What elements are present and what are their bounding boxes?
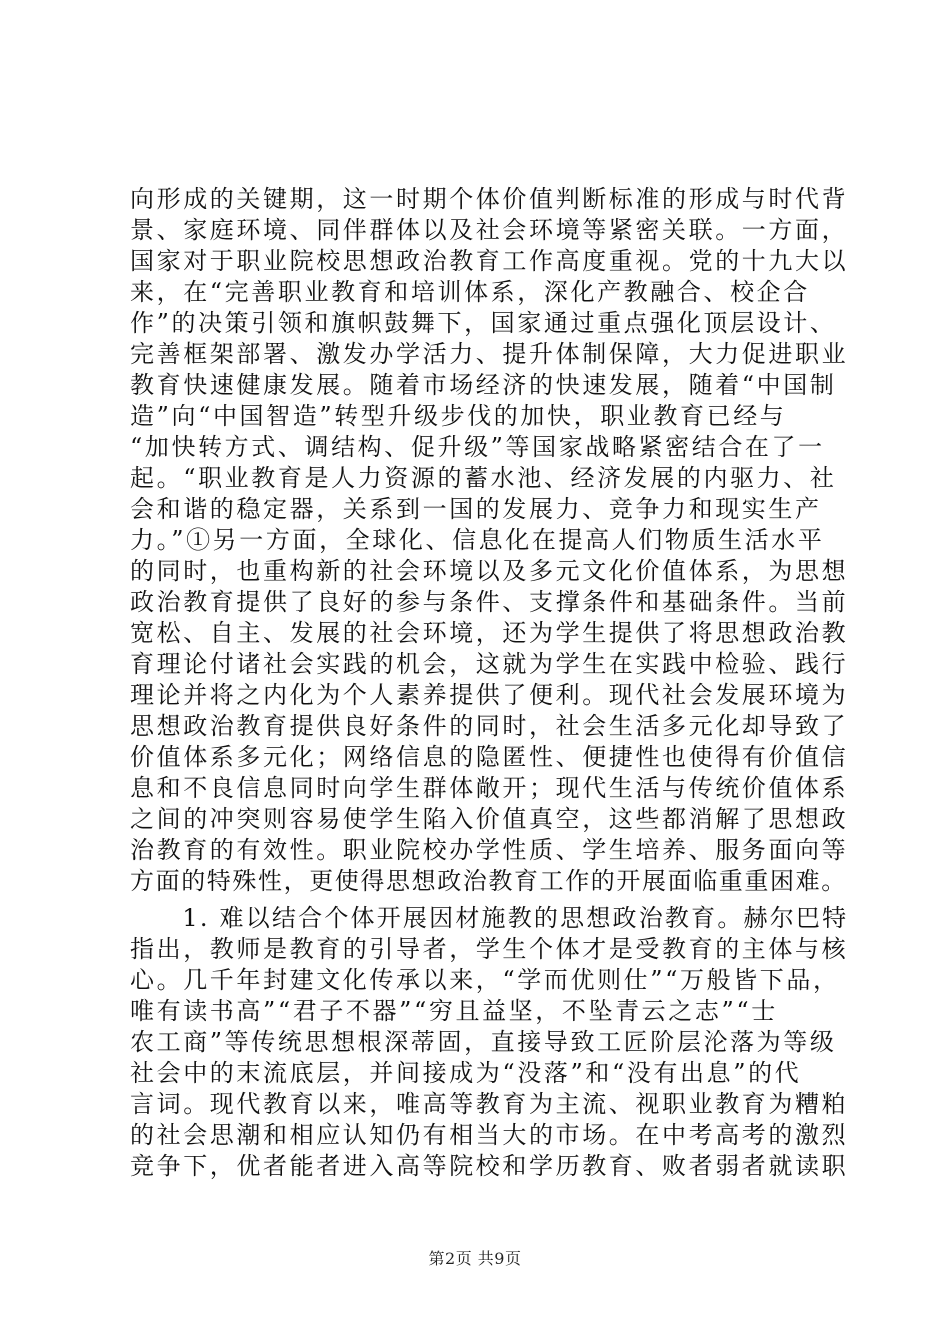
text-line: 完善框架部署、激发办学活力、提升体制保障，大力促进职业 bbox=[130, 340, 849, 368]
text-line: 方面的特殊性，更使得思想政治教育工作的开展面临重重困难。 bbox=[130, 867, 847, 895]
page-footer: 第2页 共9页 bbox=[428, 1249, 522, 1268]
text-line: 会和谐的稳定器，关系到一国的发展力、竞争力和现实生产 bbox=[130, 495, 822, 523]
text-line: 造”向“中国智造”转型升级步伐的加快，职业教育已经与 bbox=[130, 402, 787, 430]
text-line: 心。几千年封建文化传承以来，“学而优则仕”“万般皆下品， bbox=[130, 966, 840, 994]
text-line: 育理论付诸社会实践的机会，这就为学生在实践中检验、践行 bbox=[130, 650, 849, 678]
text-line: 言词。现代教育以来，唯高等教育为主流、视职业教育为糟粕 bbox=[130, 1090, 849, 1118]
text-line: 起。“职业教育是人力资源的蓄水池、经济发展的内驱力、社 bbox=[130, 464, 837, 492]
text-line: 的社会思潮和相应认知仍有相当大的市场。在中考高考的激烈 bbox=[130, 1121, 849, 1149]
text-line: 景、家庭环境、同伴群体以及社会环境等紧密关联。一方面， bbox=[130, 216, 849, 244]
text-line: 指出，教师是教育的引导者，学生个体才是受教育的主体与核 bbox=[130, 935, 849, 963]
text-line: 唯有读书高”“君子不器”“穷且益坚，不坠青云之志”“士 bbox=[130, 997, 778, 1025]
text-line: “加快转方式、调结构、促升级”等国家战略紧密结合在了一 bbox=[130, 433, 825, 461]
text-line: 宽松、自主、发展的社会环境，还为学生提供了将思想政治教 bbox=[130, 619, 849, 647]
text-line: 竞争下，优者能者进入高等院校和学历教育、败者弱者就读职 bbox=[130, 1152, 849, 1180]
text-line: 向形成的关键期，这一时期个体价值判断标准的形成与时代背 bbox=[130, 185, 849, 213]
text-line: 政治教育提供了良好的参与条件、支撑条件和基础条件。当前 bbox=[130, 588, 849, 616]
text-line: 的同时，也重构新的社会环境以及多元文化价值体系，为思想 bbox=[130, 557, 849, 585]
text-line: 价值体系多元化；网络信息的隐匿性、便捷性也使得有价值信 bbox=[130, 743, 849, 771]
text-line: 力。”①另一方面，全球化、信息化在提高人们物质生活水平 bbox=[130, 526, 825, 554]
text-line: 思想政治教育提供良好条件的同时，社会生活多元化却导致了 bbox=[130, 712, 849, 740]
text-line: 农工商”等传统思想根深蒂固，直接导致工匠阶层沦落为等级 bbox=[130, 1028, 837, 1056]
text-line: 息和不良信息同时向学生群体敞开；现代生活与传统价值体系 bbox=[130, 774, 849, 802]
text-line: 之间的冲突则容易使学生陷入价值真空，这些都消解了思想政 bbox=[130, 805, 849, 833]
text-line: 治教育的有效性。职业院校办学性质、学生培养、服务面向等 bbox=[130, 836, 849, 864]
text-line: 作”的决策引领和旗帜鼓舞下，国家通过重点强化顶层设计、 bbox=[130, 309, 837, 337]
text-line: 社会中的末流底层，并间接成为“没落”和“没有出息”的代 bbox=[130, 1059, 802, 1087]
text-line: 1. 难以结合个体开展因材施教的思想政治教育。赫尔巴特 bbox=[130, 904, 849, 932]
text-line: 理论并将之内化为个人素养提供了便利。现代社会发展环境为 bbox=[130, 681, 849, 709]
text-line: 来，在“完善职业教育和培训体系，深化产教融合、校企合 bbox=[130, 278, 810, 306]
text-line: 国家对于职业院校思想政治教育工作高度重视。党的十九大以 bbox=[130, 247, 849, 275]
text-line: 教育快速健康发展。随着市场经济的快速发展，随着“中国制 bbox=[130, 371, 837, 399]
